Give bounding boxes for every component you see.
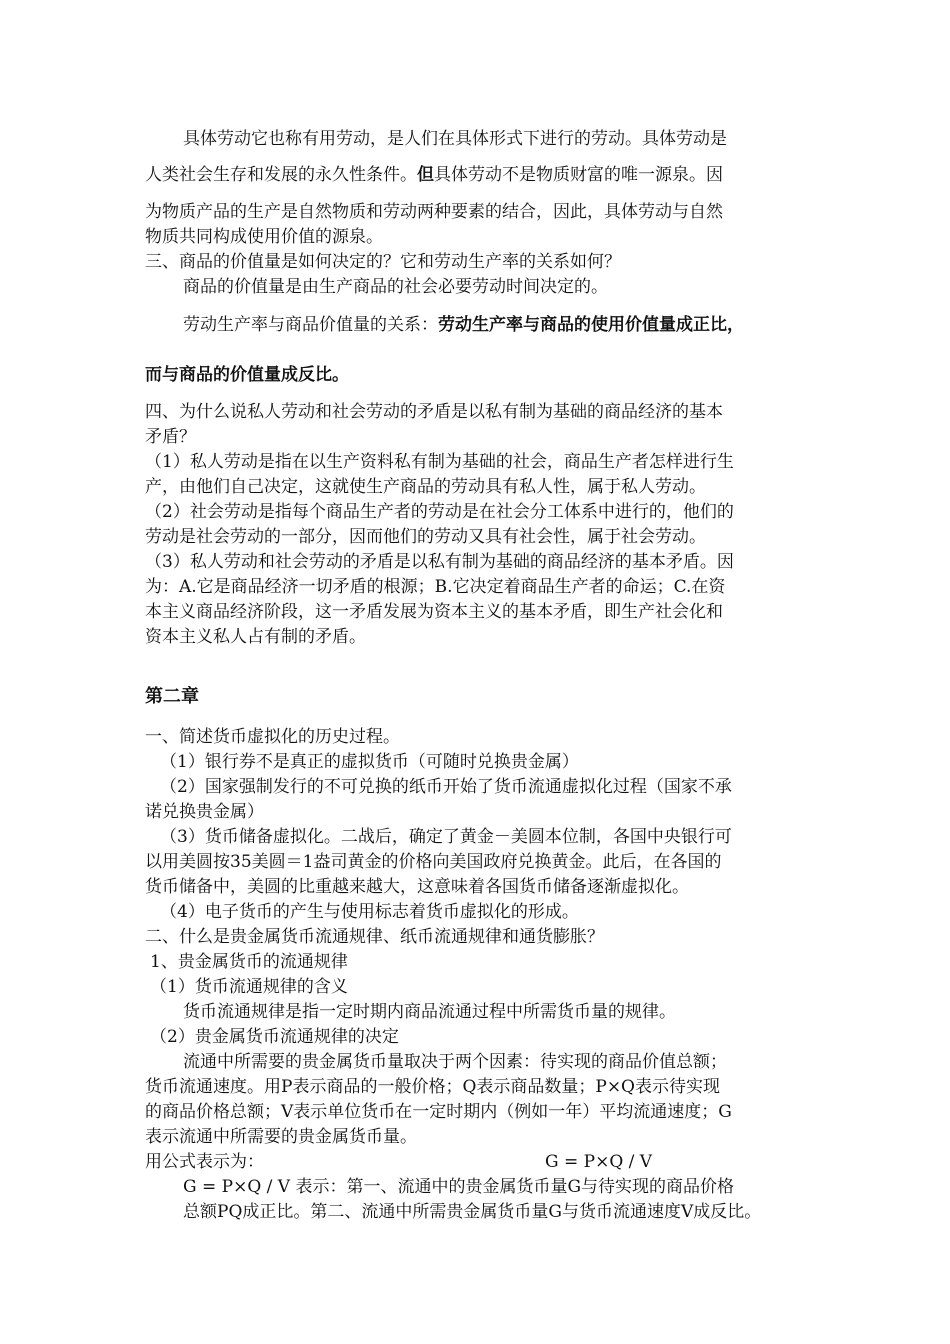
paragraph-line: 货币流通速度。用P表示商品的一般价格；Q表示商品数量；P×Q表示待实现 bbox=[145, 1077, 720, 1097]
paragraph-line: G = P×Q / V 表示：第一、流通中的贵金属货币量G与待实现的商品价格 bbox=[183, 1177, 735, 1197]
paragraph-line: 表示流通中所需要的贵金属货币量。 bbox=[145, 1127, 417, 1147]
paragraph-line: 本主义商品经济阶段，这一矛盾发展为资本主义的基本矛盾，即生产社会化和 bbox=[145, 602, 723, 622]
paragraph-line: 为物质产品的生产是自然物质和劳动两种要素的结合，因此，具体劳动与自然 bbox=[145, 202, 723, 222]
paragraph-line: （3）私人劳动和社会劳动的矛盾是以私有制为基础的商品经济的基本矛盾。因 bbox=[145, 552, 734, 572]
paragraph-line: 流通中所需要的贵金属货币量取决于两个因素：待实现的商品价值总额； bbox=[183, 1052, 727, 1072]
question-title: 矛盾？ bbox=[145, 427, 196, 447]
paragraph-line: 诺兑换贵金属） bbox=[145, 802, 264, 822]
paragraph-line: 总额PQ成正比。第二、流通中所需贵金属货币量G与货币流通速度V成反比。 bbox=[183, 1202, 762, 1222]
paragraph-line: 而与商品的价值量成反比。 bbox=[145, 365, 349, 385]
paragraph-line: （4）电子货币的产生与使用标志着货币虚拟化的形成。 bbox=[160, 902, 579, 922]
paragraph-line: （3）货币储备虚拟化。二战后，确定了黄金－美圆本位制，各国中央银行可 bbox=[160, 827, 732, 847]
paragraph-line: 货币储备中，美圆的比重越来越大，这意味着各国货币储备逐渐虚拟化。 bbox=[145, 877, 689, 897]
subsection-title: （1）货币流通规律的含义 bbox=[150, 977, 348, 997]
paragraph-line: （1）银行券不是真正的虚拟货币（可随时兑换贵金属） bbox=[160, 752, 579, 772]
paragraph-line: 劳动是社会劳动的一部分，因而他们的劳动又具有社会性，属于社会劳动。 bbox=[145, 527, 706, 547]
paragraph-line: 人类社会生存和发展的永久性条件。但具体劳动不是物质财富的唯一源泉。因 bbox=[145, 165, 723, 185]
question-title: 一、简述货币虚拟化的历史过程。 bbox=[145, 727, 400, 747]
paragraph-line: 为：A.它是商品经济一切矛盾的根源；B.它决定着商品生产者的命运；C.在资 bbox=[145, 577, 726, 597]
section-title: 1、贵金属货币的流通规律 bbox=[150, 952, 348, 972]
paragraph-line: （2）国家强制发行的不可兑换的纸币开始了货币流通虚拟化过程（国家不承 bbox=[160, 777, 732, 797]
paragraph-line: （2）社会劳动是指每个商品生产者的劳动是在社会分工体系中进行的，他们的 bbox=[145, 502, 734, 522]
question-title: 二、什么是贵金属货币流通规律、纸币流通规律和通货膨胀？ bbox=[145, 927, 604, 947]
paragraph-line: （1）私人劳动是指在以生产资料私有制为基础的社会，商品生产者怎样进行生 bbox=[145, 452, 734, 472]
paragraph-line: 的商品价格总额；V表示单位货币在一定时期内（例如一年）平均流通速度；G bbox=[145, 1102, 732, 1122]
formula-label: 用公式表示为： bbox=[145, 1152, 264, 1172]
formula: G = P×Q / V bbox=[545, 1152, 653, 1172]
paragraph-line: 劳动生产率与商品价值量的关系：劳动生产率与商品的使用价值量成正比， bbox=[183, 315, 744, 335]
paragraph-line: 具体劳动它也称有用劳动，是人们在具体形式下进行的劳动。具体劳动是 bbox=[183, 129, 727, 149]
paragraph-line: 物质共同构成使用价值的源泉。 bbox=[145, 227, 383, 247]
paragraph-line: 货币流通规律是指一定时期内商品流通过程中所需货币量的规律。 bbox=[183, 1002, 676, 1022]
paragraph-line: 产，由他们自己决定，这就使生产商品的劳动具有私人性，属于私人劳动。 bbox=[145, 477, 706, 497]
question-title: 三、商品的价值量是如何决定的？它和劳动生产率的关系如何？ bbox=[145, 252, 621, 272]
paragraph-line: 资本主义私人占有制的矛盾。 bbox=[145, 627, 366, 647]
chapter-heading: 第二章 bbox=[145, 686, 199, 707]
formula-line bbox=[145, 1151, 653, 1173]
paragraph-line: 商品的价值量是由生产商品的社会必要劳动时间决定的。 bbox=[183, 277, 608, 297]
subsection-title: （2）贵金属货币流通规律的决定 bbox=[150, 1027, 399, 1047]
question-title: 四、为什么说私人劳动和社会劳动的矛盾是以私有制为基础的商品经济的基本 bbox=[145, 402, 723, 422]
paragraph-line: 以用美圆按35美圆＝1盎司黄金的价格向美国政府兑换黄金。此后，在各国的 bbox=[145, 852, 722, 872]
